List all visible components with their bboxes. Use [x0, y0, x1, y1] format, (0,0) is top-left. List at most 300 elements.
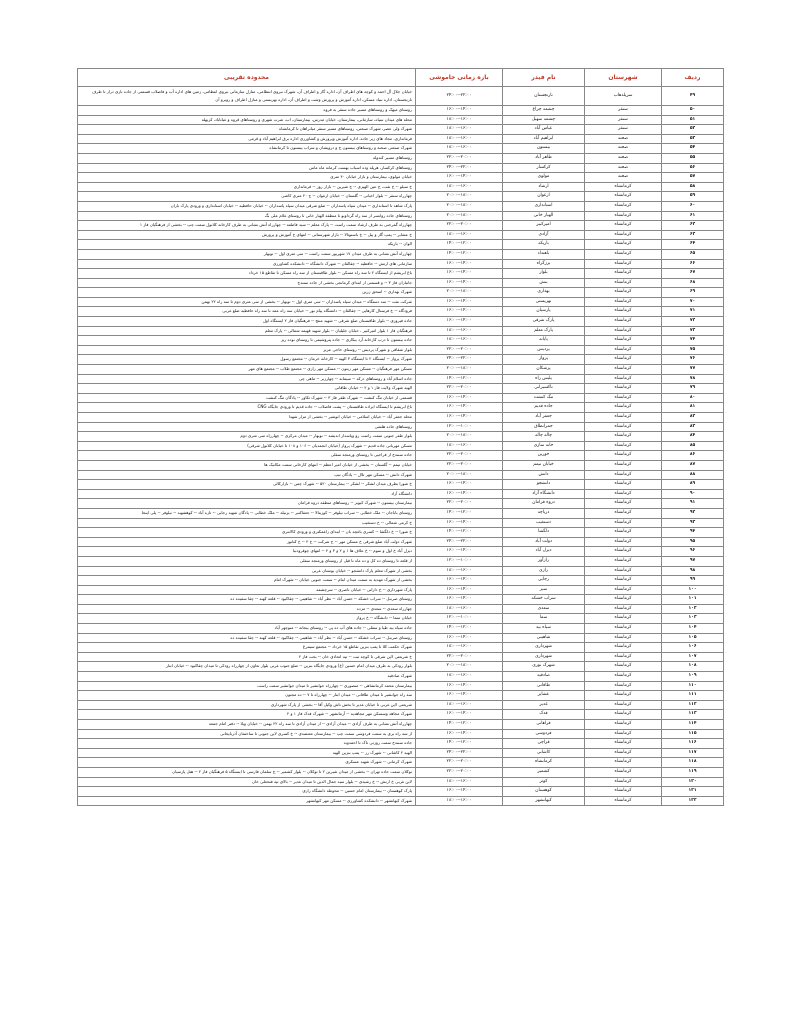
feeder-cell: کیهانشهر — [503, 796, 585, 806]
row-number-cell: ۶۴ — [662, 240, 724, 250]
area-cell: بلوار شقاقی و شهرک پردیس -- روستای حاجی عزیز — [78, 345, 416, 355]
time-range-cell: ۲۰:۰۰--۲۲:۰۰ — [416, 460, 503, 470]
row-number-cell: ۱۱۳ — [662, 710, 724, 720]
city-cell: کرمانشاه — [585, 480, 662, 490]
row-number-cell: ۹۰ — [662, 489, 724, 499]
time-range-cell: ۱۴:۰۰--۱۶:۰۰ — [416, 393, 503, 403]
area-cell: روستاهای کرکسار، هرپله وده اسیاب بهست کرمانه ماه ماس — [78, 163, 416, 173]
area-cell: خیابان جلال آل احمد و کوچه های اطراف آن، اداره گاز و اطراف آن، شهرک نیروی انتظامی، منازل سازمانی نیروی انتظامی، زمین های اداره آب و فاضلاب قسمتی از جاده بازی دراز تا طرف نارنجستان، اداره بنیاد مسکن، اداره آموزش و پرورش وشت و اطراف آن، اداره بهزیستی و منازل اطراف و روبرو آن — [78, 87, 416, 106]
city-cell: کرمانشاه — [585, 720, 662, 730]
time-range-cell: ۱۸:۰۰--۲۰:۰۰ — [416, 288, 503, 298]
area-cell: شهرک دولت آباد ضلع شرقی خ مسکن مهر -- خ شرکت -- خ ۲ -- خ کتانوز — [78, 537, 416, 547]
table-row — [78, 259, 724, 269]
table-row — [78, 614, 724, 624]
row-number-cell: ۵۶ — [662, 163, 724, 173]
city-cell: کرمانشاه — [585, 796, 662, 806]
area-cell: شهرک صنعتی صحنه و روستاهای بیستون ج و درویشان و سراب بیستون تا کرمانشاه — [78, 144, 416, 154]
feeder-cell: طاقانی — [503, 681, 585, 691]
row-number-cell: ۱۲۲ — [662, 796, 724, 806]
feeder-cell: سراب خشکه — [503, 595, 585, 605]
row-number-cell: ۵۷ — [662, 173, 724, 183]
feeder-cell: بهداری — [503, 288, 585, 298]
row-number-cell: ۱۱۴ — [662, 720, 724, 730]
table-row — [78, 691, 724, 701]
row-number-cell: ۹۴ — [662, 528, 724, 538]
city-cell: سنقر — [585, 106, 662, 116]
row-number-cell: ۸۶ — [662, 451, 724, 461]
city-cell: کرمانشاه — [585, 537, 662, 547]
row-number-cell: ۴۹ — [662, 87, 724, 106]
city-cell: کرمانشاه — [585, 787, 662, 797]
row-number-cell: ۹۲ — [662, 508, 724, 518]
area-cell: الوان -- باریکه — [78, 240, 416, 250]
city-cell: کرمانشاه — [585, 211, 662, 221]
feeder-cell: کرکسار — [503, 163, 585, 173]
city-cell: کرمانشاه — [585, 422, 662, 432]
table-row — [78, 480, 724, 490]
city-cell: کرمانشاه — [585, 691, 662, 701]
time-range-cell: ۱۰:۰۰--۱۲:۰۰ — [416, 556, 503, 566]
area-cell: شهرک مجاهد وسسکن مهر مجاهدیه -- آرمانشهر -- شهرک فدک فاز ۱ و ۲ — [78, 710, 416, 720]
area-cell: الهیه شهرک ولایت فاز ۱ و ۲ -- خیابان طاقانی — [78, 384, 416, 394]
feeder-cell: شاهینی — [503, 633, 585, 643]
area-cell: پارک کوهستان -- بیمارستان امام حسین -- محوطه دانشگاه رازی — [78, 787, 416, 797]
area-cell: چهارراه گمرجنی به طرف ارشاد سمت راست -- پارک معلم -- سید فاطمه -- چهارراه آتش نشانی به طرف کارخانه کلانول سمت چپ -- بخشی از فرهنگیان فاز ۱ — [78, 221, 416, 231]
row-number-cell: ۱۱۷ — [662, 748, 724, 758]
row-number-cell: ۱۱۸ — [662, 758, 724, 768]
time-range-cell: ۱۴:۰۰--۱۶:۰۰ — [416, 106, 503, 116]
time-range-cell: ۱۴:۰۰--۱۶:۰۰ — [416, 173, 503, 183]
city-cell: کرمانشاه — [585, 259, 662, 269]
feeder-cell: پارک معلم — [503, 326, 585, 336]
time-range-cell: ۱۴:۰۰--۱۶:۰۰ — [416, 297, 503, 307]
row-number-cell: ۸۴ — [662, 432, 724, 442]
row-number-cell: ۷۴ — [662, 336, 724, 346]
city-cell: سنقر — [585, 125, 662, 135]
row-number-cell: ۸۹ — [662, 480, 724, 490]
row-number-cell: ۸۰ — [662, 393, 724, 403]
area-cell: خ شریعتی لاین شرقی تا کوچه ثبت -- تپه اتحادی خان -- بخت فاز ۲ — [78, 652, 416, 662]
table-row — [78, 307, 724, 317]
time-range-cell: ۱۰:۰۰--۱۲:۰۰ — [416, 614, 503, 624]
row-number-cell: ۸۷ — [662, 460, 724, 470]
area-cell: دیزل آباد خ اول و سوم -- خ علاف ها ۱ و ۲ و ۳ و ۴ -- انتهای چوقرودنیا — [78, 547, 416, 557]
city-cell: کرمانشاه — [585, 230, 662, 240]
feeder-cell: فردوسی — [503, 729, 585, 739]
time-range-cell: ۲۰:۰۰--۲۲:۰۰ — [416, 221, 503, 231]
city-cell: کرمانشاه — [585, 489, 662, 499]
table-row — [78, 87, 724, 106]
table-row — [78, 163, 724, 173]
time-range-cell: ۱۶:۰۰--۱۸:۰۰ — [416, 326, 503, 336]
area-cell: خ عشایر -- پمپ گاز و پیل -- خ باستوتالا -- بازار شهرستانی -- انتهای خ آموزش و پرورش — [78, 230, 416, 240]
outage-table — [77, 68, 724, 806]
table-row — [78, 576, 724, 586]
city-cell: کرمانشاه — [585, 758, 662, 768]
feeder-cell: تاکسیرانی — [503, 384, 585, 394]
row-number-cell: ۱۱۶ — [662, 739, 724, 749]
table-row — [78, 173, 724, 183]
city-cell: کرمانشاه — [585, 393, 662, 403]
time-range-cell: ۲۰:۰۰--۲۲:۰۰ — [416, 451, 503, 461]
table-row — [78, 106, 724, 116]
time-range-cell: ۱۸:۰۰--۲۰:۰۰ — [416, 201, 503, 211]
table-row — [78, 432, 724, 442]
row-number-cell: ۸۳ — [662, 422, 724, 432]
table-row — [78, 365, 724, 375]
table-row — [78, 508, 724, 518]
time-range-cell: ۲۰:۰۰--۲۲:۰۰ — [416, 153, 503, 163]
city-cell: صحنه — [585, 134, 662, 144]
time-range-cell: ۱۲:۰۰--۱۴:۰۰ — [416, 249, 503, 259]
table-row — [78, 710, 724, 720]
area-cell: فرمانداری، مجاد های زیر جاده، اداره آموزش وپرورش و کشاورزی اداره برق ابراهیم آباد و قرمی — [78, 134, 416, 144]
row-number-cell: ۸۵ — [662, 441, 724, 451]
row-number-cell: ۷۶ — [662, 355, 724, 365]
area-cell: پارک شهرداری -- خ داراتی -- خیابان ناصری -- سرچشمه — [78, 585, 416, 595]
area-cell: شهرک ولی عصر، شهرک صنعتی، روستاهای مسیر سنقر میانراهان تا کرمانشاه — [78, 125, 416, 135]
row-number-cell: ۶۹ — [662, 288, 724, 298]
city-cell: کرمانشاه — [585, 566, 662, 576]
row-number-cell: ۱۰۸ — [662, 662, 724, 672]
area-cell: شهرک بهداری -- اسحق زرین — [78, 288, 416, 298]
city-cell: صحنه — [585, 173, 662, 183]
feeder-cell: رازآور — [503, 556, 585, 566]
table-row — [78, 729, 724, 739]
city-cell: کرمانشاه — [585, 201, 662, 211]
row-number-cell: ۹۹ — [662, 576, 724, 586]
table-row — [78, 182, 724, 192]
area-cell: از سه راه بری به سمت فردوسی سمت چپ -- بیمارستان معتضدی -- خ کسری لاین جنوبی تا ساختمان آذربایجانی — [78, 729, 416, 739]
area-cell: دانشگاه آزاد — [78, 489, 416, 499]
time-range-cell: ۱۲:۰۰--۱۴:۰۰ — [416, 240, 503, 250]
table-row — [78, 211, 724, 221]
time-range-cell: ۱۴:۰۰--۱۶:۰۰ — [416, 710, 503, 720]
city-cell: کرمانشاه — [585, 249, 662, 259]
feeder-cell: ابراهیم آباد — [503, 134, 585, 144]
time-range-cell: ۱۶:۰۰--۱۸:۰۰ — [416, 672, 503, 682]
table-row — [78, 643, 724, 653]
feeder-cell: فراهانی — [503, 720, 585, 730]
time-range-cell: ۱۴:۰۰--۱۶:۰۰ — [416, 317, 503, 327]
city-cell: کرمانشاه — [585, 528, 662, 538]
area-cell: شهرک کیهانشهر -- دانشکده کشاورزی -- مسکن مهر کیهانشهر — [78, 796, 416, 806]
row-number-cell: ۷۰ — [662, 297, 724, 307]
feeder-cell: دانشجو — [503, 480, 585, 490]
city-cell: کرمانشاه — [585, 595, 662, 605]
area-cell: خ شورا -- خ دلگشا -- کسری باغچه بان -- ابتدای زاغمکتری و ورودی کالانتری — [78, 528, 416, 538]
time-range-cell: ۱۸:۰۰--۲۰:۰۰ — [416, 470, 503, 480]
header-area: محدوده تقریبی — [78, 69, 416, 87]
time-range-cell: ۱۴:۰۰--۱۶:۰۰ — [416, 259, 503, 269]
feeder-cell: بلوار — [503, 269, 585, 279]
city-cell: کرمانشاه — [585, 739, 662, 749]
time-range-cell: ۲۲:۰۰--۲۴:۰۰ — [416, 748, 503, 758]
area-cell: خیابان سما -- دانشگاه -- خ پرواز — [78, 614, 416, 624]
time-range-cell: ۱۴:۰۰--۱۶:۰۰ — [416, 269, 503, 279]
table-row — [78, 748, 724, 758]
area-cell: شهرک پرواز -- ایستگاه ۲ تا ایستگاه ۳ الهیه -- کارخانه خرمان -- مجتمع رسول — [78, 355, 416, 365]
time-range-cell: ۱۲:۰۰--۱۴:۰۰ — [416, 624, 503, 634]
time-range-cell: ۲۲:۰۰--۲۴:۰۰ — [416, 537, 503, 547]
city-cell: صحنه — [585, 144, 662, 154]
header-time-range: بازه زمانی خاموشی — [416, 69, 503, 87]
table-row — [78, 585, 724, 595]
city-cell: کرمانشاه — [585, 384, 662, 394]
table-row — [78, 422, 724, 432]
city-cell: کرمانشاه — [585, 374, 662, 384]
time-range-cell: ۱۶:۰۰--۱۸:۰۰ — [416, 643, 503, 653]
table-row — [78, 547, 724, 557]
row-number-cell: ۷۸ — [662, 374, 724, 384]
feeder-cell: دانش — [503, 470, 585, 480]
area-cell: جاده سنندج سمت روزتی تاک تا احمدوند — [78, 739, 416, 749]
area-cell: شریعتی لاین غربی تا خیابان غدیر تا بخش تاش وکیل آقا -- بخشی از پارک شهرداری — [78, 700, 416, 710]
city-cell: کرمانشاه — [585, 221, 662, 231]
area-cell: لاین غربی خ ارتش -- خ رشیدی -- بلوار سید جمال الدین تا میدان غدیر -- بالای تپه فتحعلی خان — [78, 777, 416, 787]
city-cell: کرمانشاه — [585, 499, 662, 509]
feeder-cell: چشمه سهیل — [503, 115, 585, 125]
time-range-cell: ۱۶:۰۰--۱۸:۰۰ — [416, 566, 503, 576]
table-row — [78, 566, 724, 576]
time-range-cell: ۱۶:۰۰--۱۸:۰۰ — [416, 230, 503, 240]
area-cell: شهرک کرمانی -- شهرک شهید عسکری — [78, 758, 416, 768]
feeder-cell: دلگشا — [503, 528, 585, 538]
row-number-cell: ۵۳ — [662, 134, 724, 144]
feeder-cell: دریاچه — [503, 508, 585, 518]
feeder-cell: کاشانی — [503, 748, 585, 758]
area-cell: چهارراه سنقر -- بلوار اخیانی -- گلستان -- خیابان ارغوان -- ج ۲۰ متری کاشی — [78, 192, 416, 202]
area-cell: بیمارستان محمد کرمانشاهی -- منصوری -- چهارراه جوانشیر تا میدان جوانشیر سمت راست — [78, 681, 416, 691]
feeder-cell: چشمه چراغ — [503, 106, 585, 116]
table-row — [78, 652, 724, 662]
area-cell: بخشی از شهرک معلم پارک دانشجو -- خیابان بوستان غربی — [78, 566, 416, 576]
feeder-cell: امیرکبیر — [503, 221, 585, 231]
city-cell: کرمانشاه — [585, 441, 662, 451]
area-cell: جاده سنندج از فراجیی تا روستای ورمنجه سفلی — [78, 451, 416, 461]
row-number-cell: ۵۱ — [662, 115, 724, 125]
feeder-cell: پلیس راه — [503, 374, 585, 384]
city-cell: کرمانشاه — [585, 269, 662, 279]
area-cell: جاده فیروزی -- بلوار طاقبستان ضلع شرقی -- شهید منتج -- فرهنگیان فاز ۲ ایستگاه اول — [78, 317, 416, 327]
table-row — [78, 739, 724, 749]
time-range-cell: ۱۴:۰۰--۱۶:۰۰ — [416, 480, 503, 490]
time-range-cell: ۱۴:۰۰--۱۶:۰۰ — [416, 413, 503, 423]
time-range-cell: ۲۲:۰۰--۲۴:۰۰ — [416, 87, 503, 106]
city-cell: کرمانشاه — [585, 662, 662, 672]
row-number-cell: ۱۰۵ — [662, 633, 724, 643]
area-cell: سازمانی های ارتش -- حافظیه -- چقالقان -- شهرک دانشگاه -- دانشکده کشاورزی — [78, 259, 416, 269]
table-row — [78, 115, 724, 125]
city-cell: کرمانشاه — [585, 192, 662, 202]
table-row — [78, 595, 724, 605]
row-number-cell: ۹۶ — [662, 547, 724, 557]
table-row — [78, 269, 724, 279]
area-cell: مسکن مهر فرهنگیان -- مسکن مهر زیتون -- مسکن مهر رازی -- مجتمع طلاب -- مجتمع های مهر — [78, 365, 416, 375]
feeder-cell: خورین — [503, 451, 585, 461]
table-row — [78, 518, 724, 528]
header-city: شهرستان — [585, 69, 662, 87]
city-cell: کرمانشاه — [585, 672, 662, 682]
time-range-cell: ۱۴:۰۰--۱۶:۰۰ — [416, 787, 503, 797]
area-cell: محله جعفر آباد -- خیابان اسلامی -- خیابان انوشیر -- بخشی از مزار شهدا — [78, 413, 416, 423]
row-number-cell: ۹۱ — [662, 499, 724, 509]
city-cell: کرمانشاه — [585, 451, 662, 461]
row-number-cell: ۸۲ — [662, 413, 724, 423]
city-cell: کرمانشاه — [585, 182, 662, 192]
time-range-cell: ۲۲:۰۰--۲۴:۰۰ — [416, 163, 503, 173]
area-cell: بلوار رودکی به طرف میدان امام حسین (ع) ورودی جایگاه بنزین -- ضلع جنوب غربی بلوار تعاون از چهارراه رودکی تا میدان چقاکبود -- خیابان ابتار — [78, 662, 416, 672]
feeder-cell: بهزیستی — [503, 297, 585, 307]
city-cell: کرمانشاه — [585, 288, 662, 298]
area-cell: چهارراه سعدی -- سعدی -- مزده — [78, 604, 416, 614]
row-number-cell: ۸۸ — [662, 470, 724, 480]
city-cell: سنقر — [585, 115, 662, 125]
city-cell: کرمانشاه — [585, 508, 662, 518]
feeder-cell: سما — [503, 614, 585, 624]
area-cell: جاده اسلام آباد و روستاهای درکه -- سیمانه -- چهارزبر -- ماهی چی — [78, 374, 416, 384]
time-range-cell: ۱۴:۰۰--۱۶:۰۰ — [416, 489, 503, 499]
table-row — [78, 249, 724, 259]
time-range-cell: ۲۰:۰۰--۲۲:۰۰ — [416, 767, 503, 777]
row-number-cell: ۷۱ — [662, 307, 724, 317]
table-row — [78, 144, 724, 154]
table-row — [78, 441, 724, 451]
table-row — [78, 470, 724, 480]
header-feeder: نام فیدر — [503, 69, 585, 87]
city-cell: کرمانشاه — [585, 336, 662, 346]
city-cell: کرمانشاه — [585, 413, 662, 423]
table-row — [78, 624, 724, 634]
city-cell: کرمانشاه — [585, 297, 662, 307]
city-cell: کرمانشاه — [585, 403, 662, 413]
time-range-cell: ۱۶:۰۰--۱۸:۰۰ — [416, 777, 503, 787]
time-range-cell: ۱۴:۰۰--۱۶:۰۰ — [416, 278, 503, 288]
city-cell: کرمانشاه — [585, 556, 662, 566]
area-cell: باغ ابریشم از ایستگاه ۲ تا سه راه مسکن -- بلوار طاقبستان از سه راه مسکن تا تقاطع ۱۵ خرداد — [78, 269, 416, 279]
time-range-cell: ۲۰:۰۰--۲۲:۰۰ — [416, 499, 503, 509]
table-row — [78, 633, 724, 643]
area-cell: روستای صرنبل -- سراب خشکه -- حسن آباد -- نظر آباد -- شاهینی -- چقاکبود -- قلعه کهنه -- چقا سفیده ده — [78, 595, 416, 605]
time-range-cell: ۱۸:۰۰--۲۰:۰۰ — [416, 365, 503, 375]
area-cell: روستاهای جاده هلشی — [78, 422, 416, 432]
city-cell: کرمانشاه — [585, 326, 662, 336]
time-range-cell: ۱۲:۰۰--۱۴:۰۰ — [416, 508, 503, 518]
area-cell: روستاهای جاده روانسر از سه راه گرداویو تا منطقه الهیار خانی تا روستای غلام علی بگ — [78, 211, 416, 221]
row-number-cell: ۱۱۰ — [662, 681, 724, 691]
row-number-cell: ۵۰ — [662, 106, 724, 116]
city-cell: کرمانشاه — [585, 518, 662, 528]
feeder-cell: شهرک نوری — [503, 662, 585, 672]
area-cell: جانبازان فاز ۳ -- و قسمتی از ابتدای کرمانجی بخشی از جاده سنندج — [78, 278, 416, 288]
city-cell: کرمانشاه — [585, 614, 662, 624]
area-cell: شهرک حکمت کلا تا پمپ بنزین تقاطع ۱۵ خرداد -- مجتمع سیمرغ — [78, 643, 416, 653]
table-row — [78, 556, 724, 566]
table-row — [78, 355, 724, 365]
feeder-cell: شهرداری — [503, 643, 585, 653]
time-range-cell: ۲۰:۰۰--۲۲:۰۰ — [416, 345, 503, 355]
table-row — [78, 192, 724, 202]
city-cell: کرمانشاه — [585, 355, 662, 365]
table-row — [78, 384, 724, 394]
row-number-cell: ۷۷ — [662, 365, 724, 375]
table-row — [78, 403, 724, 413]
table-row — [78, 240, 724, 250]
time-range-cell: ۲۰:۰۰--۲۲:۰۰ — [416, 758, 503, 768]
feeder-cell: الهیار خانی — [503, 211, 585, 221]
row-number-cell: ۶۸ — [662, 278, 724, 288]
area-cell: بخشی از شهرک مهدیه به سمت میدان ابتام -- سمت جنوبی خیابان -- شهرک امام — [78, 576, 416, 586]
time-range-cell: ۱۴:۰۰--۱۶:۰۰ — [416, 729, 503, 739]
city-cell: کرمانشاه — [585, 710, 662, 720]
feeder-cell: مولوی — [503, 173, 585, 183]
area-cell: چهارراه آتش نشانی به طرف آزادی -- میدان آزادی -- از میدان آزادی تا سه راه ۲۲ بهمن -- خیابان ویلا -- دفتر امام جمعه — [78, 720, 416, 730]
row-number-cell: ۶۲ — [662, 221, 724, 231]
feeder-cell: رجایی — [503, 576, 585, 586]
feeder-cell: کوهسنان — [503, 787, 585, 797]
city-cell: کرمانشاه — [585, 681, 662, 691]
city-cell: کرمانشاه — [585, 729, 662, 739]
row-number-cell: ۷۳ — [662, 326, 724, 336]
area-cell: مسکن مهربانی جاده قدیم -- شهرک پرواز (خیابان انجمدیان -- ۱۰۶ و ۱۰۸ تا خیابان کلانول شرقی) — [78, 441, 416, 451]
outage-schedule-sheet — [78, 68, 724, 806]
time-range-cell: ۱۶:۰۰--۱۸:۰۰ — [416, 144, 503, 154]
time-range-cell: ۱۸:۰۰--۲۰:۰۰ — [416, 192, 503, 202]
time-range-cell: ۱۸:۰۰--۲۰:۰۰ — [416, 211, 503, 221]
row-number-cell: ۵۹ — [662, 192, 724, 202]
city-cell: کرمانشاه — [585, 624, 662, 634]
row-number-cell: ۱۲۰ — [662, 777, 724, 787]
table-row — [78, 796, 724, 806]
table-row — [78, 537, 724, 547]
time-range-cell: ۱۴:۰۰--۱۶:۰۰ — [416, 576, 503, 586]
table-row — [78, 393, 724, 403]
row-number-cell: ۶۰ — [662, 201, 724, 211]
time-range-cell: ۱۲:۰۰--۱۴:۰۰ — [416, 374, 503, 384]
row-number-cell: ۹۸ — [662, 566, 724, 576]
row-number-cell: ۶۵ — [662, 249, 724, 259]
city-cell: کرمانشاه — [585, 460, 662, 470]
city-cell: کرمانشاه — [585, 777, 662, 787]
time-range-cell: ۱۴:۰۰--۱۶:۰۰ — [416, 691, 503, 701]
row-number-cell: ۵۵ — [662, 153, 724, 163]
feeder-cell: سبز — [503, 585, 585, 595]
table-row — [78, 758, 724, 768]
table-row — [78, 201, 724, 211]
time-range-cell: ۱۶:۰۰--۱۸:۰۰ — [416, 700, 503, 710]
area-cell: سه راه جوانشیر تا میدان طاقانی -- میدان ابتار -- چهارراه تا ۷ -- ده مجنون — [78, 691, 416, 701]
table-row — [78, 528, 724, 538]
area-cell: شهرک دانش -- مسکن مهر تلال -- پادگان تیپ — [78, 470, 416, 480]
feeder-cell: برزگراه — [503, 259, 585, 269]
area-cell: شهرک صادقیه — [78, 672, 416, 682]
feeder-cell: عباس آباد — [503, 125, 585, 135]
time-range-cell: ۱۶:۰۰--۱۸:۰۰ — [416, 796, 503, 806]
city-cell: کرمانشاه — [585, 278, 662, 288]
time-range-cell: ۱۸:۰۰--۲۰:۰۰ — [416, 432, 503, 442]
feeder-cell: باریکه — [503, 240, 585, 250]
row-number-cell: ۵۸ — [662, 182, 724, 192]
table-row — [78, 345, 724, 355]
area-cell: شرکت نفت -- سد دستگاه -- میدان سپاه پاسداران -- سی متری اول -- نوبهار -- بخشی از سی متری دوم تا سه راه ۲۲ بهمن — [78, 297, 416, 307]
area-cell: قسمتی از خیابان تنگ کنشت -- شهرک ظفر فاز ۳ -- شهرک تکاور -- پادگان تنگ کنشت — [78, 393, 416, 403]
time-range-cell: ۱۶:۰۰--۱۸:۰۰ — [416, 125, 503, 135]
feeder-cell: پزشکان — [503, 365, 585, 375]
feeder-cell: پایانه — [503, 336, 585, 346]
area-cell: خیابان تیمم -- گلستان -- بخشی از خیابان امیر اعظم -- انتهای کارخانی سمت مکانیک ها — [78, 460, 416, 470]
row-number-cell: ۶۱ — [662, 211, 724, 221]
area-cell: روستای میهک و روستاهای مسیر جاده سنقر به فروه — [78, 106, 416, 116]
